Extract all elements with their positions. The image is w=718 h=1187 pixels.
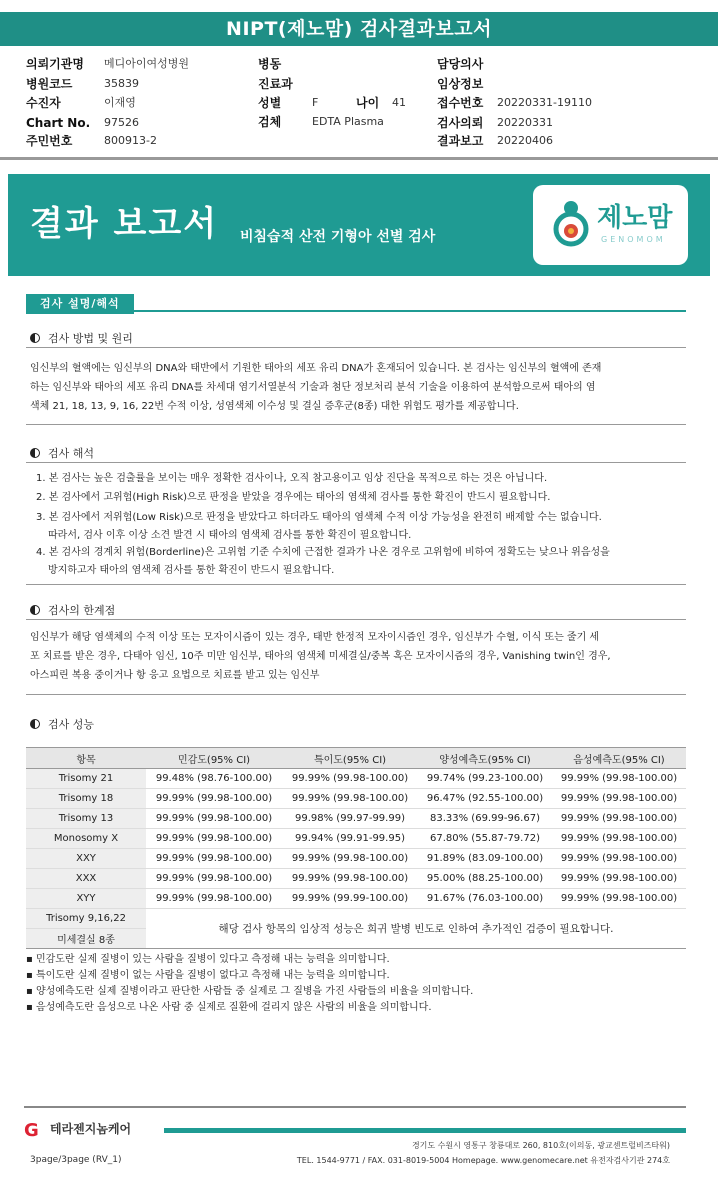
info-value: 41	[392, 96, 406, 109]
info-label: 검체	[258, 115, 282, 129]
list-item: 1. 본 검사는 높은 검출률을 보이는 매우 정확한 검사이나, 오직 참고용이고 임상 진단을 목적으로 하는 것은 아닙니다.	[36, 473, 548, 484]
info-label: 임상정보	[437, 77, 484, 91]
info-label: Chart No.	[26, 116, 91, 130]
section-header	[26, 292, 686, 312]
info-value: 97526	[104, 116, 139, 129]
table-row: Trisomy 18 99.99% (99.98-100.00) 99.99% (99.98-100.00) 96.47% (92.55-100.00) 99.99% (99.98-100.00)	[26, 789, 686, 809]
table-row: Trisomy 9,16,22 해당 검사 항목의 임상적 성능은 희귀 발병 빈도로 인하여 추가적인 검증이 필요합니다.	[26, 909, 686, 929]
info-label: 병동	[258, 57, 282, 71]
list-item: 2. 본 검사에서 고위험(High Risk)으로 판정을 받았을 경우에는 태아의 염색체 검사를 통한 확진이 반드시 필요합니다.	[36, 492, 551, 503]
definition-notes: ▪ 민감도란 실제 질병이 있는 사람을 질병이 있다고 측정해 내는 능력을 의미합니다. ▪ 특이도란 실제 질병이 없는 사람을 질병이 없다고 측정해 내는 능력을 의미합니다. ▪ 양성예측도란 실제 질병이라고 판단한 사람들 중 실제로 그 질병을 가진 사람들의 비율을 의미합니다. ▪ 음성예측도란 음성으로 나온 사람 중 실제로 질환에 걸리지 않은 사람의 비율을 의미합니다.	[26, 954, 474, 1013]
info-value: 메디아이여성병원	[104, 57, 190, 70]
info-label: 수진자	[26, 96, 61, 110]
list-item: 4. 본 검사의 경계치 위험(Borderline)은 고위험 기준 수치에 근접한 결과가 나온 경우로 고위험에 비하여 정확도는 낮으나 위음성을 방지하고자 태아의 염색체 검사를 통한 확진이 반드시 필요합니다.	[36, 547, 610, 576]
company-g-icon: G	[24, 1120, 39, 1141]
table-row: XYY 99.99% (99.98-100.00) 99.99% (99.99-100.00) 91.67% (76.03-100.00) 99.99% (99.98-100.00)	[26, 889, 686, 909]
interpretation-heading: 검사 해석	[30, 445, 94, 461]
divider	[26, 347, 686, 348]
section-tag: 검사 설명/해석	[26, 294, 134, 314]
column-header: 민감도(95% CI)	[146, 748, 282, 769]
table-row: Trisomy 21 99.48% (98.76-100.00) 99.99% (99.98-100.00) 99.74% (99.23-100.00) 99.99% (99.98-100.00)	[26, 769, 686, 789]
extra-note: 해당 검사 항목의 임상적 성능은 희귀 발병 빈도로 인하여 추가적인 검증이 필요합니다.	[146, 909, 686, 949]
info-value: EDTA Plasma	[312, 115, 384, 128]
column-header: 양성예측도(95% CI)	[418, 748, 552, 769]
company-address: 경기도 수원시 영통구 창룡대로 260, 810호(이의동, 광교센트럴비즈타워)	[411, 1141, 670, 1150]
info-label: 주민번호	[26, 134, 73, 148]
info-label: 접수번호	[437, 96, 484, 110]
info-value: 20220331-19110	[497, 96, 592, 109]
report-banner	[8, 174, 710, 276]
table-row: Monosomy X 99.99% (99.98-100.00) 99.94% (99.91-99.95) 67.80% (55.87-79.72) 99.99% (99.98-100.00)	[26, 829, 686, 849]
patient-info	[0, 50, 718, 160]
footer-divider	[24, 1106, 686, 1108]
banner-title: 결과 보고서	[30, 204, 219, 244]
half-circle-icon	[30, 448, 40, 458]
divider	[26, 584, 686, 585]
list-item: 3. 본 검사에서 저위험(Low Risk)으로 판정을 받았다고 하더라도 태아의 염색체 수적 이상 가능성을 완전히 배제할 수는 없습니다. 따라서, 검사 이후 이상 소견 발견 시 태아의 염색체 검사를 통한 확진이 필요합니다.	[36, 512, 602, 541]
column-header: 특이도(95% CI)	[282, 748, 418, 769]
logo-subtext: GENOMOM	[601, 235, 666, 244]
logo-text: 제노맘	[597, 203, 673, 233]
info-label: 결과보고	[437, 134, 484, 148]
table-header-row	[26, 748, 686, 769]
divider	[26, 424, 686, 425]
info-value: 35839	[104, 77, 139, 90]
footer-accent-bar	[164, 1128, 686, 1133]
info-value: 20220331	[497, 116, 553, 129]
info-label: 병원코드	[26, 77, 73, 91]
half-circle-icon	[30, 333, 40, 343]
report-title: NIPT(제노맘) 검사결과보고서	[0, 12, 718, 46]
performance-heading: 검사 성능	[30, 716, 94, 732]
limits-heading: 검사의 한계점	[30, 602, 115, 618]
info-label: 의뢰기관명	[26, 57, 84, 71]
company-logo: G테라젠지놈케어	[24, 1120, 132, 1141]
divider	[26, 694, 686, 695]
info-label: 검사의뢰	[437, 116, 484, 130]
page-number: 3page/3page (RV_1)	[30, 1155, 122, 1165]
column-header: 음성예측도(95% CI)	[552, 748, 686, 769]
table-row: XXY 99.99% (99.98-100.00) 99.99% (99.98-100.00) 91.89% (83.09-100.00) 99.99% (99.98-100.00)	[26, 849, 686, 869]
info-label: 성별	[258, 96, 282, 110]
method-text: 임신부의 혈액에는 임신부의 DNA와 태반에서 기원한 태아의 세포 유리 DNA가 혼재되어 있습니다. 본 검사는 임신부의 혈액에 존재 하는 임신부와 태아의 세포 유리 DNA를 차세대 염기서열분석 기술과 첨단 정보처리 분석 기술을 이용하여 분석함으로써 태아의 염 색체 21, 18, 13, 9, 16, 22번 수적 이상, 성염색체 이수성 및 결실 증후군(8종) 대한 위험도 평가를 제공합니다.	[30, 363, 602, 412]
divider	[26, 462, 686, 463]
info-value: 20220406	[497, 134, 553, 147]
company-contact: TEL. 1544-9771 / FAX. 031-8019-5004 Homepage. www.genomecare.net 유전자검사기관 274호	[296, 1156, 670, 1165]
banner-subtitle: 비침습적 산전 기형아 선별 검사	[240, 229, 436, 245]
info-label: 진료과	[258, 77, 293, 91]
info-value: 이재영	[104, 96, 136, 109]
mother-baby-icon	[550, 199, 592, 249]
limits-text: 임신부가 해당 염색체의 수적 이상 또는 모자이시즘이 있는 경우, 태반 한정적 모자이시즘인 경우, 임신부가 수혈, 이식 또는 줄기 세 포 치료를 받은 경우, 다태아 임신, 10주 미만 임신부, 태아의 염색체 미세결실/중복 혹은 모자이시즘의 경우, Vanishing twin인 경우, 아스피린 복용 중이거나 항 응고 요법으로 치료를 받고 있는 임신부	[30, 632, 611, 681]
half-circle-icon	[30, 719, 40, 729]
half-circle-icon	[30, 605, 40, 615]
info-label: 담당의사	[437, 57, 484, 71]
table-row: XXX 99.99% (99.98-100.00) 99.99% (99.98-100.00) 95.00% (88.25-100.00) 99.99% (99.98-100.00)	[26, 869, 686, 889]
info-label: 나이	[356, 96, 380, 110]
method-heading: 검사 방법 및 원리	[30, 330, 133, 346]
info-value: F	[312, 96, 319, 109]
table-row: 미세결실 8종	[26, 929, 686, 949]
genomom-logo	[533, 185, 688, 265]
info-value: 800913-2	[104, 134, 157, 147]
performance-table	[26, 747, 686, 949]
divider	[26, 619, 686, 620]
column-header: 항목	[26, 748, 146, 769]
table-row: Trisomy 13 99.99% (99.98-100.00) 99.98% (99.97-99.99) 83.33% (69.99-96.67) 99.99% (99.98-100.00)	[26, 809, 686, 829]
